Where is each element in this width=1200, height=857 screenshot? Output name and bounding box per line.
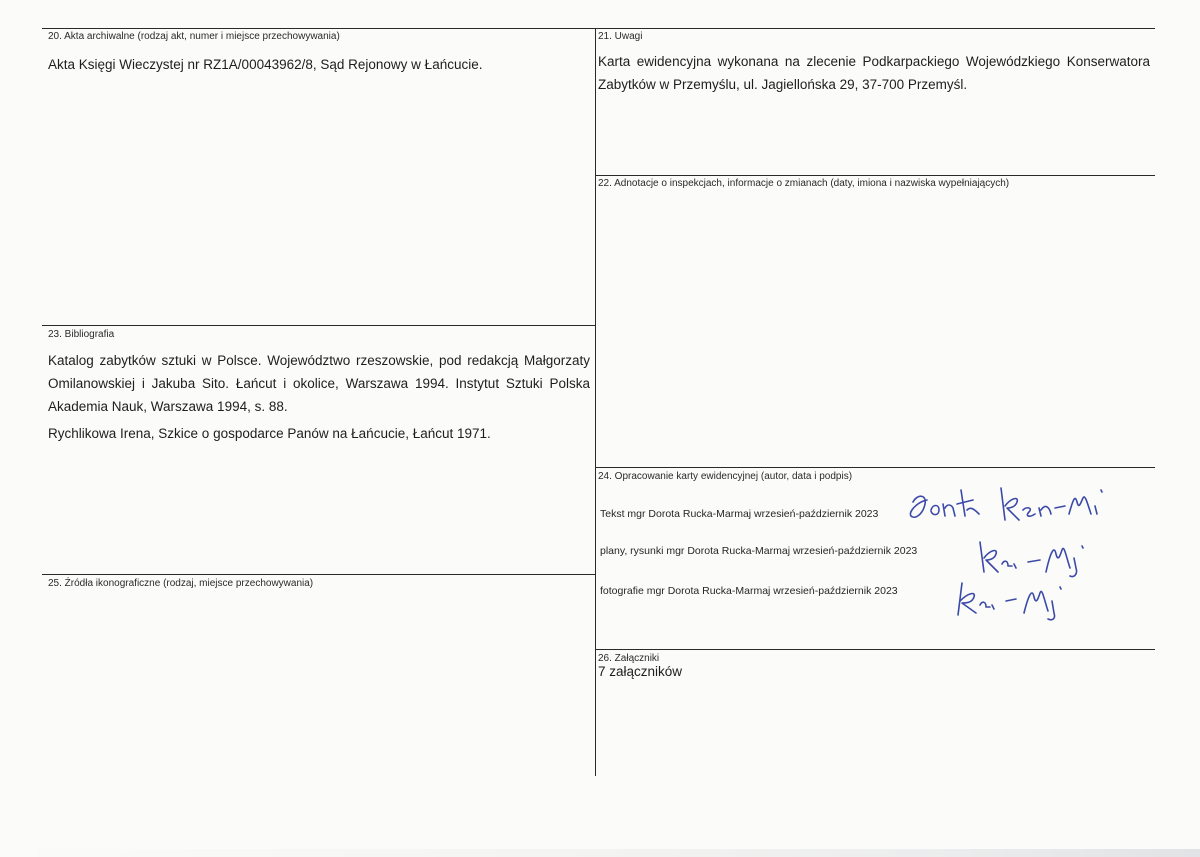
section-20-text: Akta Księgi Wieczystej nr RZ1A/00043962/8, Sąd Rejonowy w Łańcucie.	[48, 57, 483, 72]
author-photos-line: fotografie mgr Dorota Rucka-Marmaj wrzesień-październik 2023	[600, 585, 898, 597]
rule-20-23	[42, 325, 595, 326]
rule-21-22	[595, 175, 1155, 176]
bibliography-entry: Katalog zabytków sztuki w Polsce. Województwo rzeszowskie, pod redakcją Małgorzaty Omilanowskiej i Jakuba Sito. Łańcut i okolice, Warszawa 1994. Instytut Sztuki Polska Akademia Nauk, Warszawa 1994, s. 88.	[48, 353, 590, 414]
scan-edge-shadow	[0, 849, 1200, 857]
section-23-label: 23. Bibliografia	[48, 329, 115, 340]
rule-23-25	[42, 574, 595, 575]
rule-24-26	[595, 649, 1155, 650]
author-text-line: Tekst mgr Dorota Rucka-Marmaj wrzesień-październik 2023	[600, 508, 879, 520]
section-21-text: Karta ewidencyjna wykonana na zlecenie Podkarpackiego Wojewódzkiego Konserwatora Zabytków w Przemyślu, ul. Jagiellońska 29, 37-700 Przemyśl.	[598, 54, 1150, 92]
signature-photos	[950, 575, 1080, 623]
signature-text	[905, 480, 1115, 530]
section-25-label: 25. Źródła ikonograficzne (rodzaj, miejsce przechowywania)	[48, 578, 314, 589]
section-21-label: 21. Uwagi	[598, 31, 643, 42]
section-20-label: 20. Akta archiwalne (rodzaj akt, numer i miejsce przechowywania)	[48, 31, 340, 42]
section-26-text: 7 załączników	[598, 664, 683, 679]
rule-22-24	[595, 467, 1155, 468]
center-divider	[595, 28, 596, 776]
top-rule	[42, 28, 1155, 29]
bibliography-entry: Rychlikowa Irena, Szkice o gospodarce Panów na Łańcucie, Łańcut 1971.	[48, 426, 491, 441]
author-drawings-line: plany, rysunki mgr Dorota Rucka-Marmaj wrzesień-październik 2023	[600, 545, 918, 557]
section-24-label: 24. Opracowanie karty ewidencyjnej (autor, data i podpis)	[598, 471, 853, 482]
section-22-label: 22. Adnotacje o inspekcjach, informacje o zmianach (daty, imiona i nazwiska wypełniających)	[598, 178, 1010, 189]
section-26-label: 26. Załączniki	[598, 653, 660, 664]
